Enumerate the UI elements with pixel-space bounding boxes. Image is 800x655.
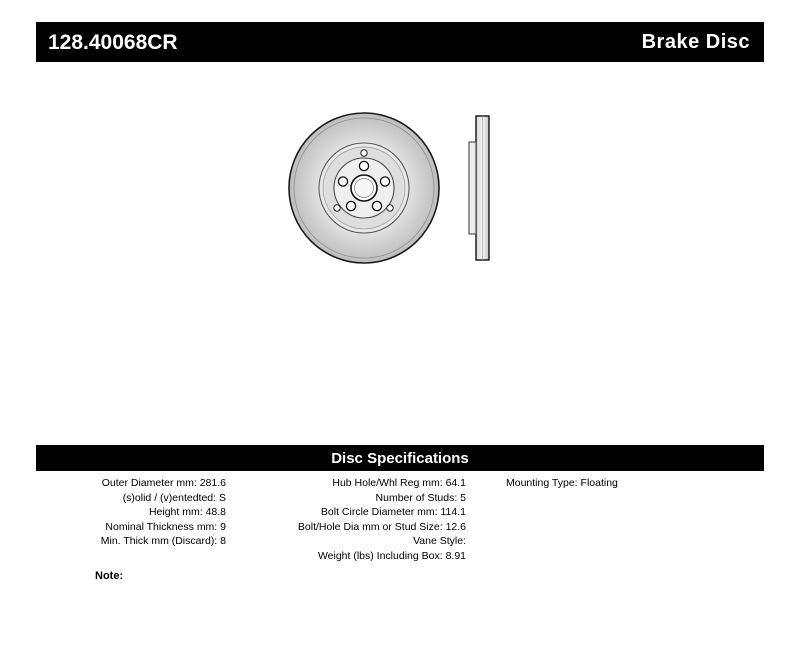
spec-value: 64.1: [445, 477, 466, 489]
header-bar: [36, 22, 764, 62]
spec-column-right: [506, 476, 764, 491]
spec-row: [36, 491, 226, 506]
spec-value: 8: [220, 535, 226, 547]
spec-value: 5: [460, 491, 466, 504]
spec-value: 48.8: [205, 506, 226, 518]
product-image: [280, 100, 520, 280]
spec-row: [36, 476, 226, 491]
spec-label: Bolt/Hole Dia mm or Stud Size:: [297, 520, 443, 533]
spec-label: (s)olid / (v)entedted:: [122, 491, 217, 504]
brake-rotor-illustration: [280, 100, 520, 280]
spec-label: Bolt Circle Diameter mm:: [320, 506, 438, 518]
spec-label: Min. Thick mm (Discard):: [100, 535, 218, 547]
note-row: [95, 570, 123, 582]
spec-label: Outer Diameter mm:: [101, 477, 197, 489]
spec-row: [241, 491, 466, 506]
spec-row: [241, 520, 466, 535]
spec-value: 8.91: [445, 549, 466, 562]
note-label: Note:: [95, 570, 124, 582]
spec-row: [506, 476, 764, 491]
spec-label: Weight (lbs) Including Box:: [317, 549, 443, 562]
product-type-label: Brake Disc: [641, 31, 750, 53]
spec-row: [241, 476, 466, 491]
spec-value: 12.6: [445, 520, 466, 533]
spec-label: Height mm:: [148, 506, 203, 518]
spec-value: 281.6: [199, 477, 226, 489]
spec-value: Floating: [580, 477, 618, 489]
spec-row: [241, 549, 466, 564]
rotor-edge-profile: [469, 116, 489, 260]
spec-column-left: [36, 476, 226, 549]
part-number: 128.40068CR: [48, 30, 178, 54]
spec-value: 114.1: [440, 506, 466, 518]
spec-label: Mounting Type:: [506, 477, 578, 489]
spec-row: [241, 534, 466, 549]
spec-label: Nominal Thickness mm:: [105, 520, 218, 533]
spec-row: [36, 534, 226, 549]
rotor-face: [289, 113, 439, 263]
spec-value: 9: [220, 520, 226, 533]
spec-label: Number of Studs:: [375, 491, 458, 504]
spec-row: [36, 505, 226, 520]
spec-title-bar: [36, 445, 764, 471]
spec-title: Disc Specifications: [331, 449, 469, 467]
spec-value: S: [218, 491, 226, 504]
spec-row: [241, 505, 466, 520]
spec-row: [36, 520, 226, 535]
spec-label: Vane Style:: [413, 535, 466, 547]
spec-column-middle: [241, 476, 466, 563]
spec-label: Hub Hole/Whl Reg mm:: [332, 477, 443, 489]
